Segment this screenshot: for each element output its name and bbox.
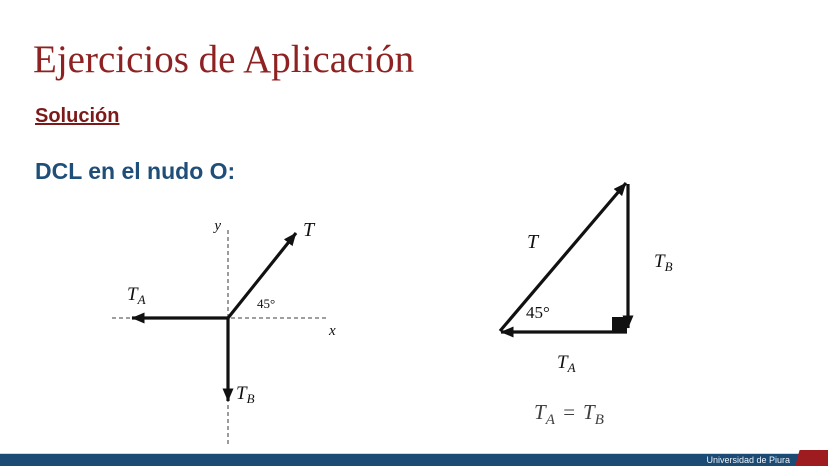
- x-axis-label: x: [329, 323, 336, 339]
- triangle-t-label: T: [527, 231, 539, 253]
- equation-ta-equals-tb: $T_A = T_B$: [534, 400, 604, 428]
- page-title: Ejercicios de Aplicación: [33, 38, 415, 81]
- solution-heading: Solución: [35, 105, 120, 127]
- dcl-heading: DCL en el nudo O:: [35, 158, 236, 184]
- triangle-angle-45-label: 45°: [526, 303, 550, 322]
- y-axis-label: y: [214, 218, 221, 234]
- triangle-t-vector: [500, 183, 626, 331]
- right-angle-marker: [612, 317, 627, 331]
- angle-45-label: 45°: [257, 296, 276, 311]
- force-tb-label: $T_B$: [236, 383, 255, 406]
- dcl-free-body-diagram: [112, 218, 336, 446]
- footer-accent-block: [795, 450, 828, 466]
- triangle-tb-label: $T_B$: [654, 251, 673, 274]
- force-ta-label: $T_A$: [127, 284, 146, 307]
- footer-institution: Universidad de Piura: [706, 455, 790, 465]
- footer-bar: [0, 454, 828, 466]
- force-triangle-diagram: [500, 183, 673, 375]
- triangle-ta-label: $T_A$: [557, 352, 576, 375]
- tension-t-label: T: [303, 219, 315, 241]
